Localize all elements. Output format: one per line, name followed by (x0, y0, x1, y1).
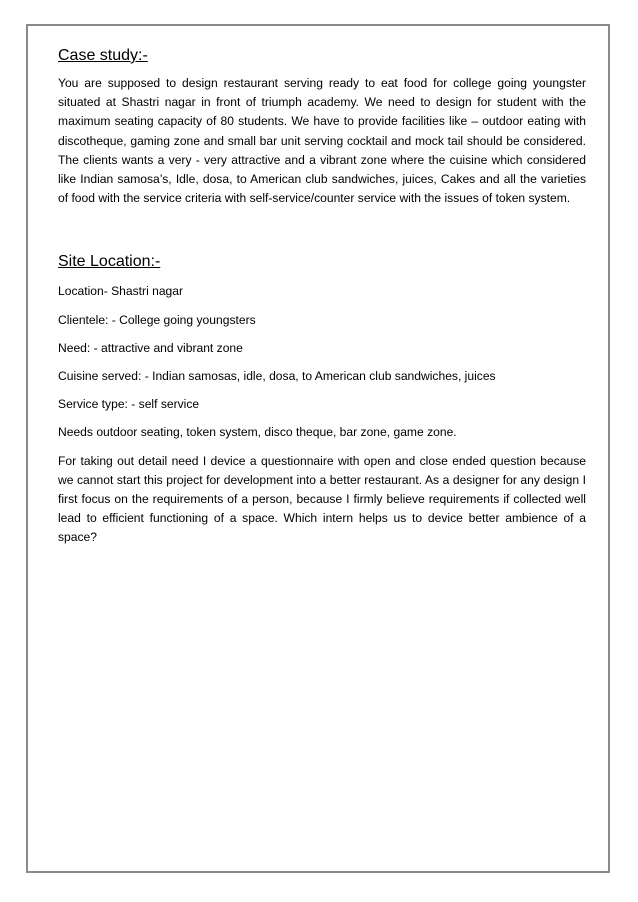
service-type-line: Service type: - self service (58, 397, 200, 412)
need-line: Need: - attractive and vibrant zone (58, 340, 243, 355)
location-line: Location- Shastri nagar (58, 284, 184, 299)
cuisine-line: Cuisine served: - Indian samosas, idle, dosa, to American club sandwiches, juices (58, 369, 496, 384)
case-study-heading: Case study:- (58, 47, 148, 64)
detail-paragraph: For taking out detail need I device a questionnaire with open and close ended question because we cannot start this project for development into a better restaurant. As a designer for any design I first focus on the requirements of a person, because I firmly believe requirements if collected well lead to efficient functioning of a space. Which intern helps us to device better ambience of a space? (58, 453, 586, 545)
case-study-body: You are supposed to design restaurant serving ready to eat food for college going youngster situated at Shastri nagar in front of triumph academy. We need to design for student with the maximum seating capacity of 80 students. We have to provide facilities like – outdoor eating with discotheque, gaming zone and small bar unit serving cocktail and mock tail should be considered. The clients wants a very - very attractive and a vibrant zone where the cuisine which considered like Indian samosa’s, Idle, dosa, to American club sandwiches, juices, Cakes and all the varieties of food with the service criteria with self-service/counter service with the issues of token system. (58, 76, 586, 206)
site-location-heading: Site Location:- (58, 253, 161, 271)
clientele-line: Clientele: - College going youngsters (58, 312, 256, 327)
needs-line: Needs outdoor seating, token system, disco theque, bar zone, game zone. (58, 425, 457, 440)
document-content (58, 46, 586, 548)
